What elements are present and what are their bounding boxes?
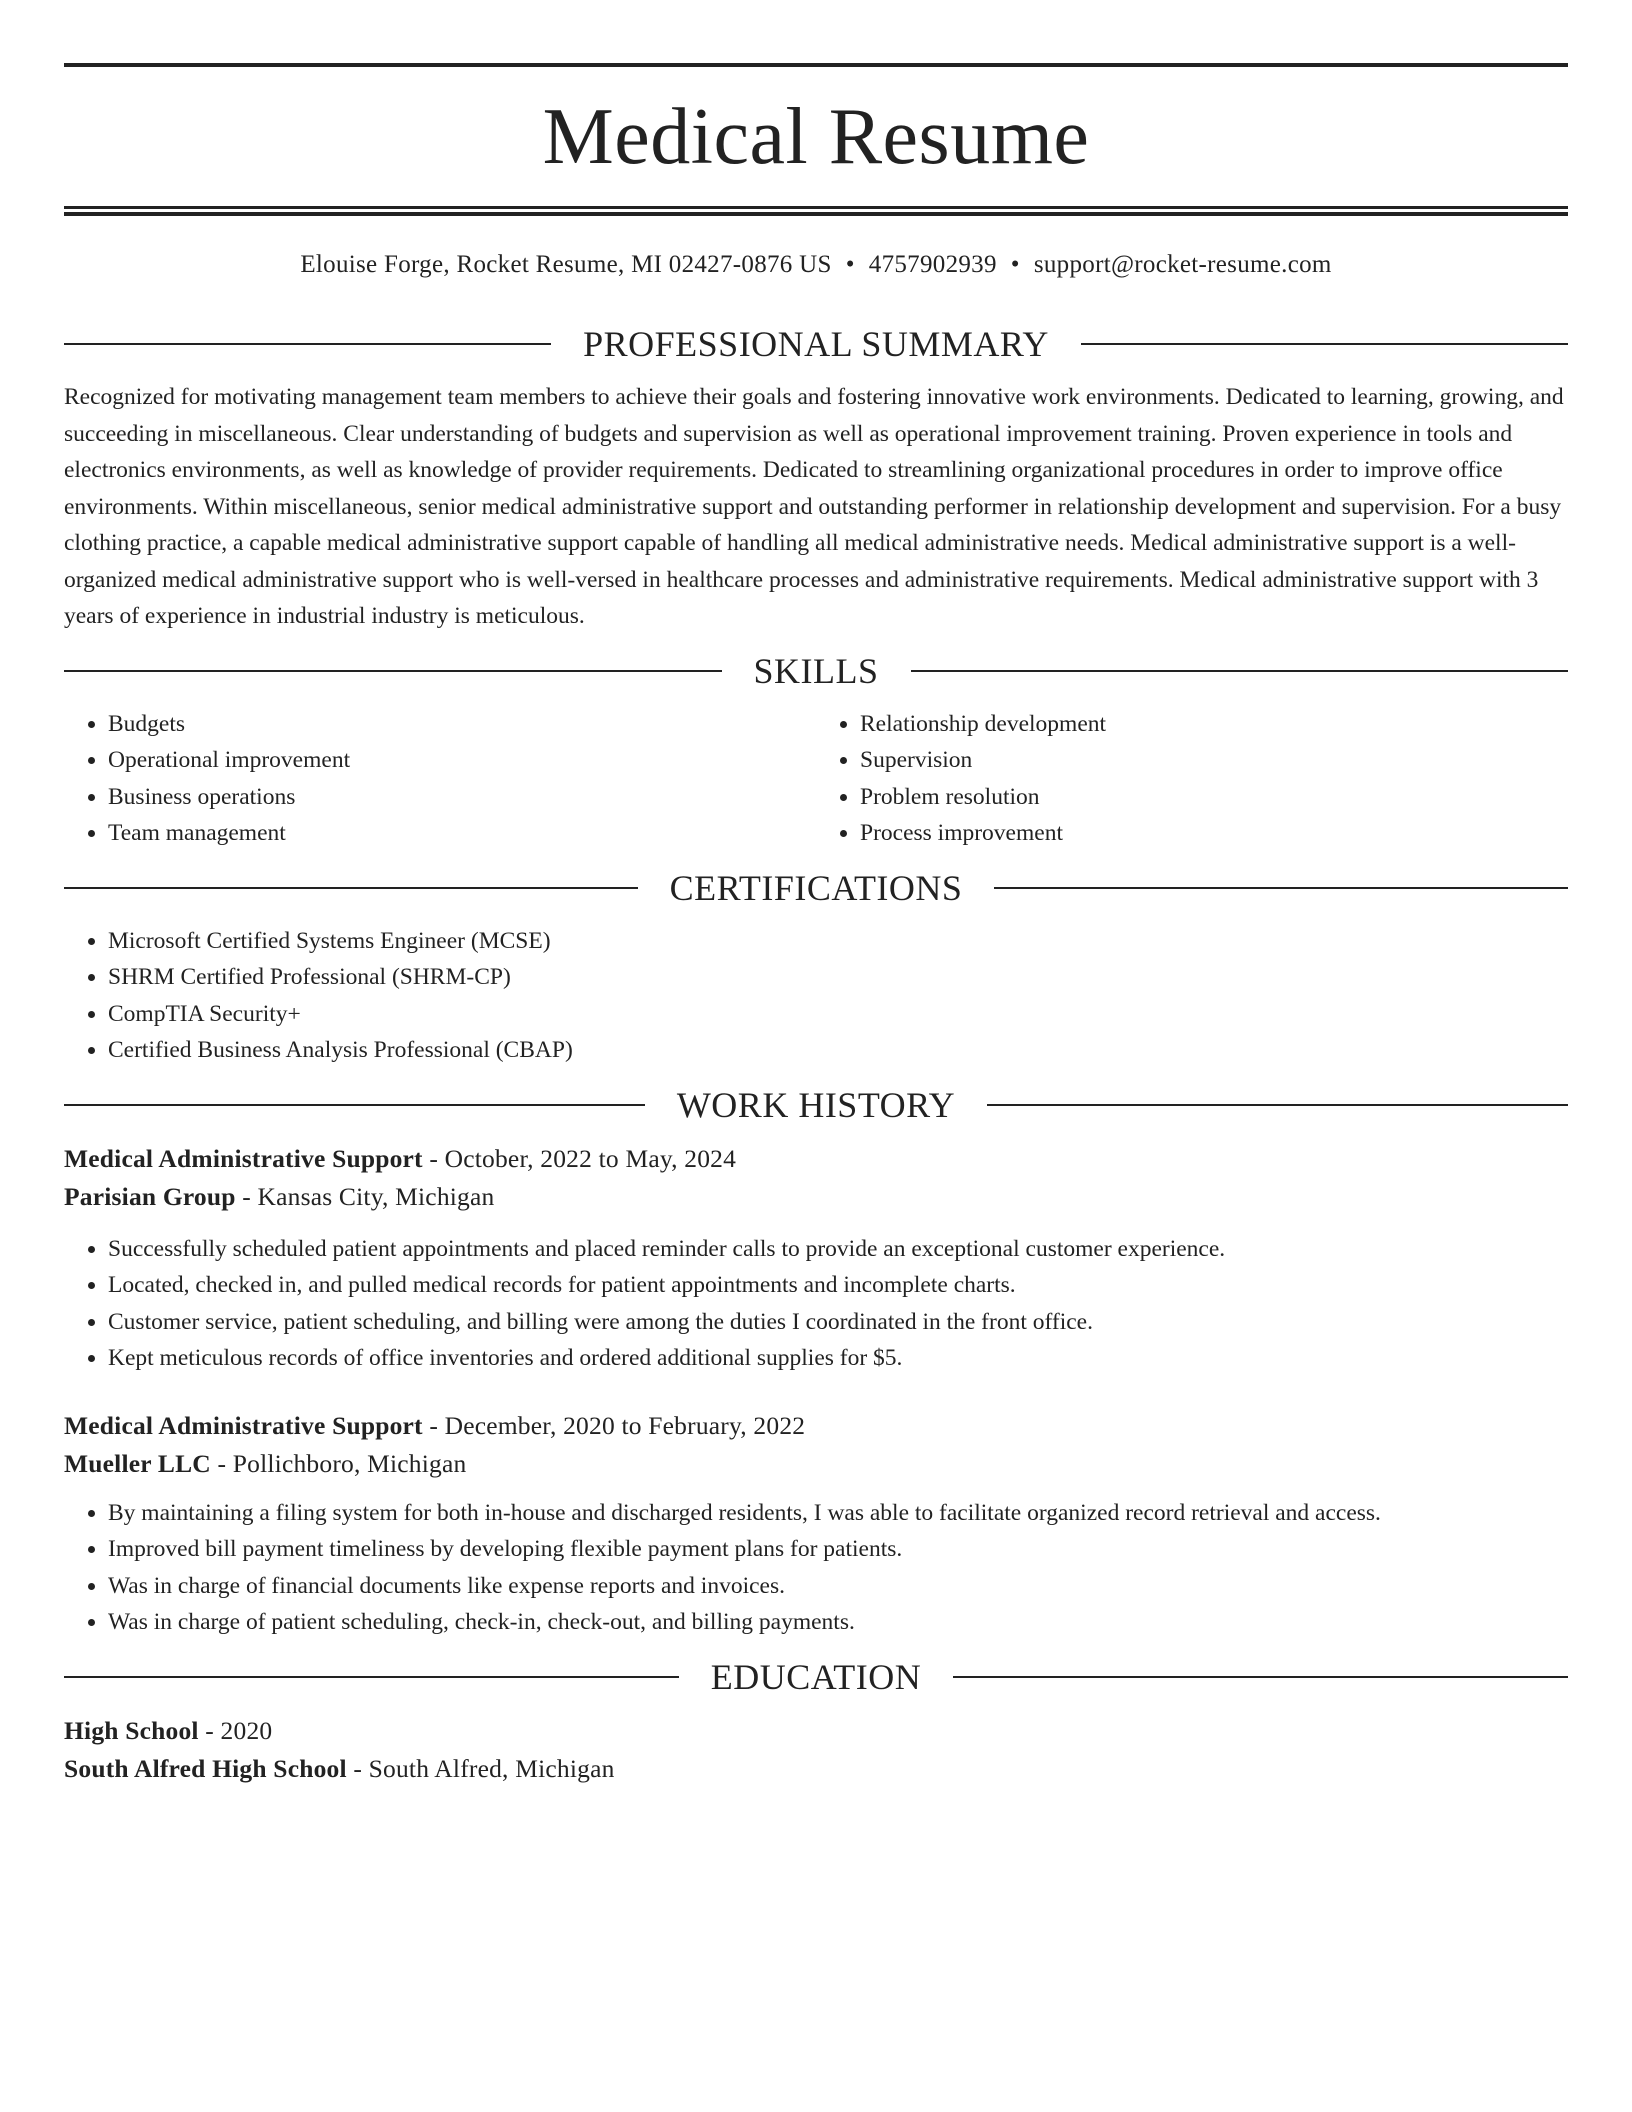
heading-rule bbox=[64, 887, 638, 889]
heading-rule bbox=[64, 670, 722, 672]
contact-phone: 4757902939 bbox=[868, 251, 997, 278]
job-duty: • By maintaining a filing system for both in-house and discharged residents, I was able to facilitate organized record retrieval and access. bbox=[108, 1495, 1568, 1532]
skill-item: • Process improvement bbox=[860, 815, 1568, 852]
job-duty: • Successfully scheduled patient appointments and placed reminder calls to provide an exceptional customer experience. bbox=[108, 1231, 1568, 1268]
contact-address: Elouise Forge, Rocket Resume, MI 02427-0876 US bbox=[300, 251, 832, 278]
top-rule bbox=[64, 63, 1568, 67]
contact-email: support@rocket-resume.com bbox=[1033, 251, 1332, 278]
section-title-education: EDUCATION bbox=[710, 1656, 922, 1697]
skill-item: • Supervision bbox=[860, 742, 1568, 779]
job-duty: • Customer service, patient scheduling, and billing were among the duties I coordinated in the front office. bbox=[108, 1304, 1568, 1341]
skills-column-right bbox=[816, 706, 1568, 852]
summary-text: Recognized for motivating management team members to achieve their goals and fostering innovative work environments. Dedicated to learning, growing, and succeeding in miscellaneous. Clear understanding of budgets and supervision as well as operational improvement training. Proven experience in tools and electronics environments, as well as knowledge of provider requirements. Dedicated to streamlining organizational procedures in order to improve office environments. Within miscellaneous, senior medical administrative support and outstanding performer in relationship development and supervision. For a busy clothing practice, a capable medical administrative support capable of handling all medical administrative needs. Medical administrative support is a well-organized medical administrative support who is well-versed in healthcare processes and administrative requirements. Medical administrative support with 3 years of experience in industrial industry is meticulous. bbox=[64, 384, 1564, 629]
section-heading-summary bbox=[64, 324, 1568, 364]
heading-rule bbox=[64, 1104, 645, 1106]
heading-rule bbox=[1081, 343, 1568, 345]
job-title-line bbox=[64, 1140, 1568, 1178]
job-duty: • Was in charge of patient scheduling, check-in, check-out, and billing payments. bbox=[108, 1604, 1568, 1641]
education-degree: High School bbox=[64, 1715, 199, 1745]
job-location: - Kansas City, Michigan bbox=[235, 1181, 495, 1211]
section-title-certifications: CERTIFICATIONS bbox=[669, 867, 963, 908]
skills-list bbox=[64, 706, 1568, 852]
job-company-line bbox=[64, 1445, 1568, 1483]
job-duties-list bbox=[64, 1495, 1568, 1641]
education-year: - 2020 bbox=[198, 1715, 273, 1745]
heading-rule bbox=[987, 1104, 1568, 1106]
certification-item: • Certified Business Analysis Professional (CBAP) bbox=[108, 1032, 1568, 1069]
skill-item: • Business operations bbox=[108, 779, 816, 816]
job-duty: • Located, checked in, and pulled medical records for patient appointments and incomplete charts. bbox=[108, 1267, 1568, 1304]
job-duty: • Improved bill payment timeliness by developing flexible payment plans for patients. bbox=[108, 1531, 1568, 1568]
heading-rule bbox=[64, 343, 551, 345]
education-degree-line bbox=[64, 1712, 1568, 1750]
job-duty: • Kept meticulous records of office inventories and ordered additional supplies for $5. bbox=[108, 1340, 1568, 1377]
skills-column-left bbox=[64, 706, 816, 852]
heading-rule bbox=[64, 1676, 679, 1678]
education-entry bbox=[64, 1712, 1568, 1788]
section-heading-education bbox=[64, 1657, 1568, 1697]
skill-item: • Relationship development bbox=[860, 706, 1568, 743]
contact-line bbox=[64, 250, 1568, 280]
job-entry bbox=[64, 1407, 1568, 1641]
job-duty: • Was in charge of financial documents like expense reports and invoices. bbox=[108, 1568, 1568, 1605]
certification-item: • CompTIA Security+ bbox=[108, 996, 1568, 1033]
section-heading-certifications bbox=[64, 868, 1568, 908]
job-dates: - October, 2022 to May, 2024 bbox=[422, 1143, 737, 1173]
skill-item: • Operational improvement bbox=[108, 742, 816, 779]
job-company-line bbox=[64, 1178, 1568, 1216]
job-dates: - December, 2020 to February, 2022 bbox=[422, 1410, 806, 1440]
heading-rule bbox=[953, 1676, 1568, 1678]
job-entry bbox=[64, 1140, 1568, 1377]
section-heading-work bbox=[64, 1085, 1568, 1125]
education-school-line bbox=[64, 1750, 1568, 1788]
certification-item: • Microsoft Certified Systems Engineer (MCSE) bbox=[108, 923, 1568, 960]
skill-item: • Problem resolution bbox=[860, 779, 1568, 816]
education-school: South Alfred High School bbox=[64, 1753, 347, 1783]
resume-title: Medical Resume bbox=[542, 93, 1090, 181]
section-title-work: WORK HISTORY bbox=[676, 1084, 956, 1125]
job-title: Medical Administrative Support bbox=[64, 1143, 423, 1173]
title-double-rule bbox=[64, 206, 1568, 216]
certification-item: • SHRM Certified Professional (SHRM-CP) bbox=[108, 959, 1568, 996]
section-title-summary: PROFESSIONAL SUMMARY bbox=[583, 324, 1049, 364]
section-heading-skills bbox=[64, 651, 1568, 691]
certifications-list bbox=[64, 923, 1568, 1069]
job-company: Parisian Group bbox=[64, 1181, 236, 1211]
heading-rule bbox=[994, 887, 1568, 889]
education-location: - South Alfred, Michigan bbox=[346, 1753, 615, 1783]
job-title: Medical Administrative Support bbox=[64, 1410, 423, 1440]
job-company: Mueller LLC bbox=[64, 1448, 211, 1478]
skill-item: • Budgets bbox=[108, 706, 816, 743]
section-title-skills: SKILLS bbox=[753, 650, 879, 691]
job-duties-list bbox=[64, 1231, 1568, 1377]
job-title-line bbox=[64, 1407, 1568, 1445]
heading-rule bbox=[911, 670, 1569, 672]
contact-separator: • bbox=[1010, 251, 1020, 278]
resume-page bbox=[64, 0, 1568, 1788]
contact-separator: • bbox=[845, 251, 855, 278]
skill-item: • Team management bbox=[108, 815, 816, 852]
job-location: - Pollichboro, Michigan bbox=[210, 1448, 467, 1478]
